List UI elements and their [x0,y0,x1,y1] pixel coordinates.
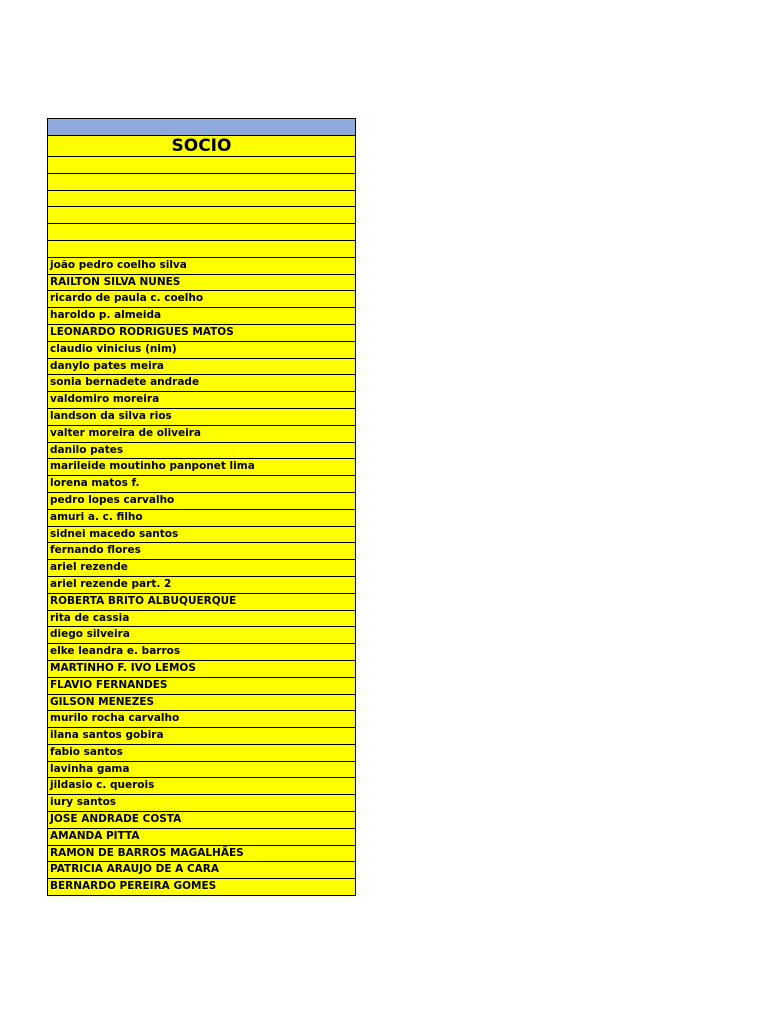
empty-row [48,207,355,224]
name-row: RAILTON SILVA NUNES [48,275,355,292]
name-row: lorena matos f. [48,476,355,493]
name-row: ilana santos gobira [48,728,355,745]
name-row: fabio santos [48,745,355,762]
name-row: JOSE ANDRADE COSTA [48,812,355,829]
name-row: GILSON MENEZES [48,695,355,712]
name-row: PATRICIA ARAUJO DE A CARA [48,862,355,879]
column-title: SOCIO [48,136,355,157]
name-row: joão pedro coelho silva [48,258,355,275]
empty-row [48,174,355,191]
name-row: valdomiro moreira [48,392,355,409]
name-row: claudio vinicius (nim) [48,342,355,359]
name-row: ricardo de paula c. coelho [48,291,355,308]
socio-table [47,118,356,896]
name-row: lavinha gama [48,762,355,779]
name-row: FLAVIO FERNANDES [48,678,355,695]
name-row: LEONARDO RODRIGUES MATOS [48,325,355,342]
name-row: MARTINHO F. IVO LEMOS [48,661,355,678]
empty-row [48,157,355,174]
name-row: ariel rezende part. 2 [48,577,355,594]
name-row: danylo pates meira [48,359,355,376]
name-row: amuri a. c. filho [48,510,355,527]
name-row: BERNARDO PEREIRA GOMES [48,879,355,896]
name-row: ariel rezende [48,560,355,577]
name-row: iury santos [48,795,355,812]
name-row: sidnei macedo santos [48,527,355,544]
name-row: elke leandra e. barros [48,644,355,661]
name-row: sonia bernadete andrade [48,375,355,392]
empty-row [48,224,355,241]
name-row: rita de cassia [48,611,355,628]
name-row: RAMON DE BARROS MAGALHÃES [48,846,355,863]
header-band [48,119,355,136]
name-row: jildasio c. querois [48,778,355,795]
name-row: fernando flores [48,543,355,560]
name-row: marileide moutinho panponet lima [48,459,355,476]
empty-row [48,191,355,208]
name-row: ROBERTA BRITO ALBUQUERQUE [48,594,355,611]
name-row: murilo rocha carvalho [48,711,355,728]
name-row: valter moreira de oliveira [48,426,355,443]
name-row: AMANDA PITTA [48,829,355,846]
empty-row [48,241,355,258]
name-row: landson da silva rios [48,409,355,426]
name-row: haroldo p. almeida [48,308,355,325]
name-row: pedro lopes carvalho [48,493,355,510]
name-row: diego silveira [48,627,355,644]
name-row: danilo pates [48,443,355,460]
table-body [48,157,355,896]
